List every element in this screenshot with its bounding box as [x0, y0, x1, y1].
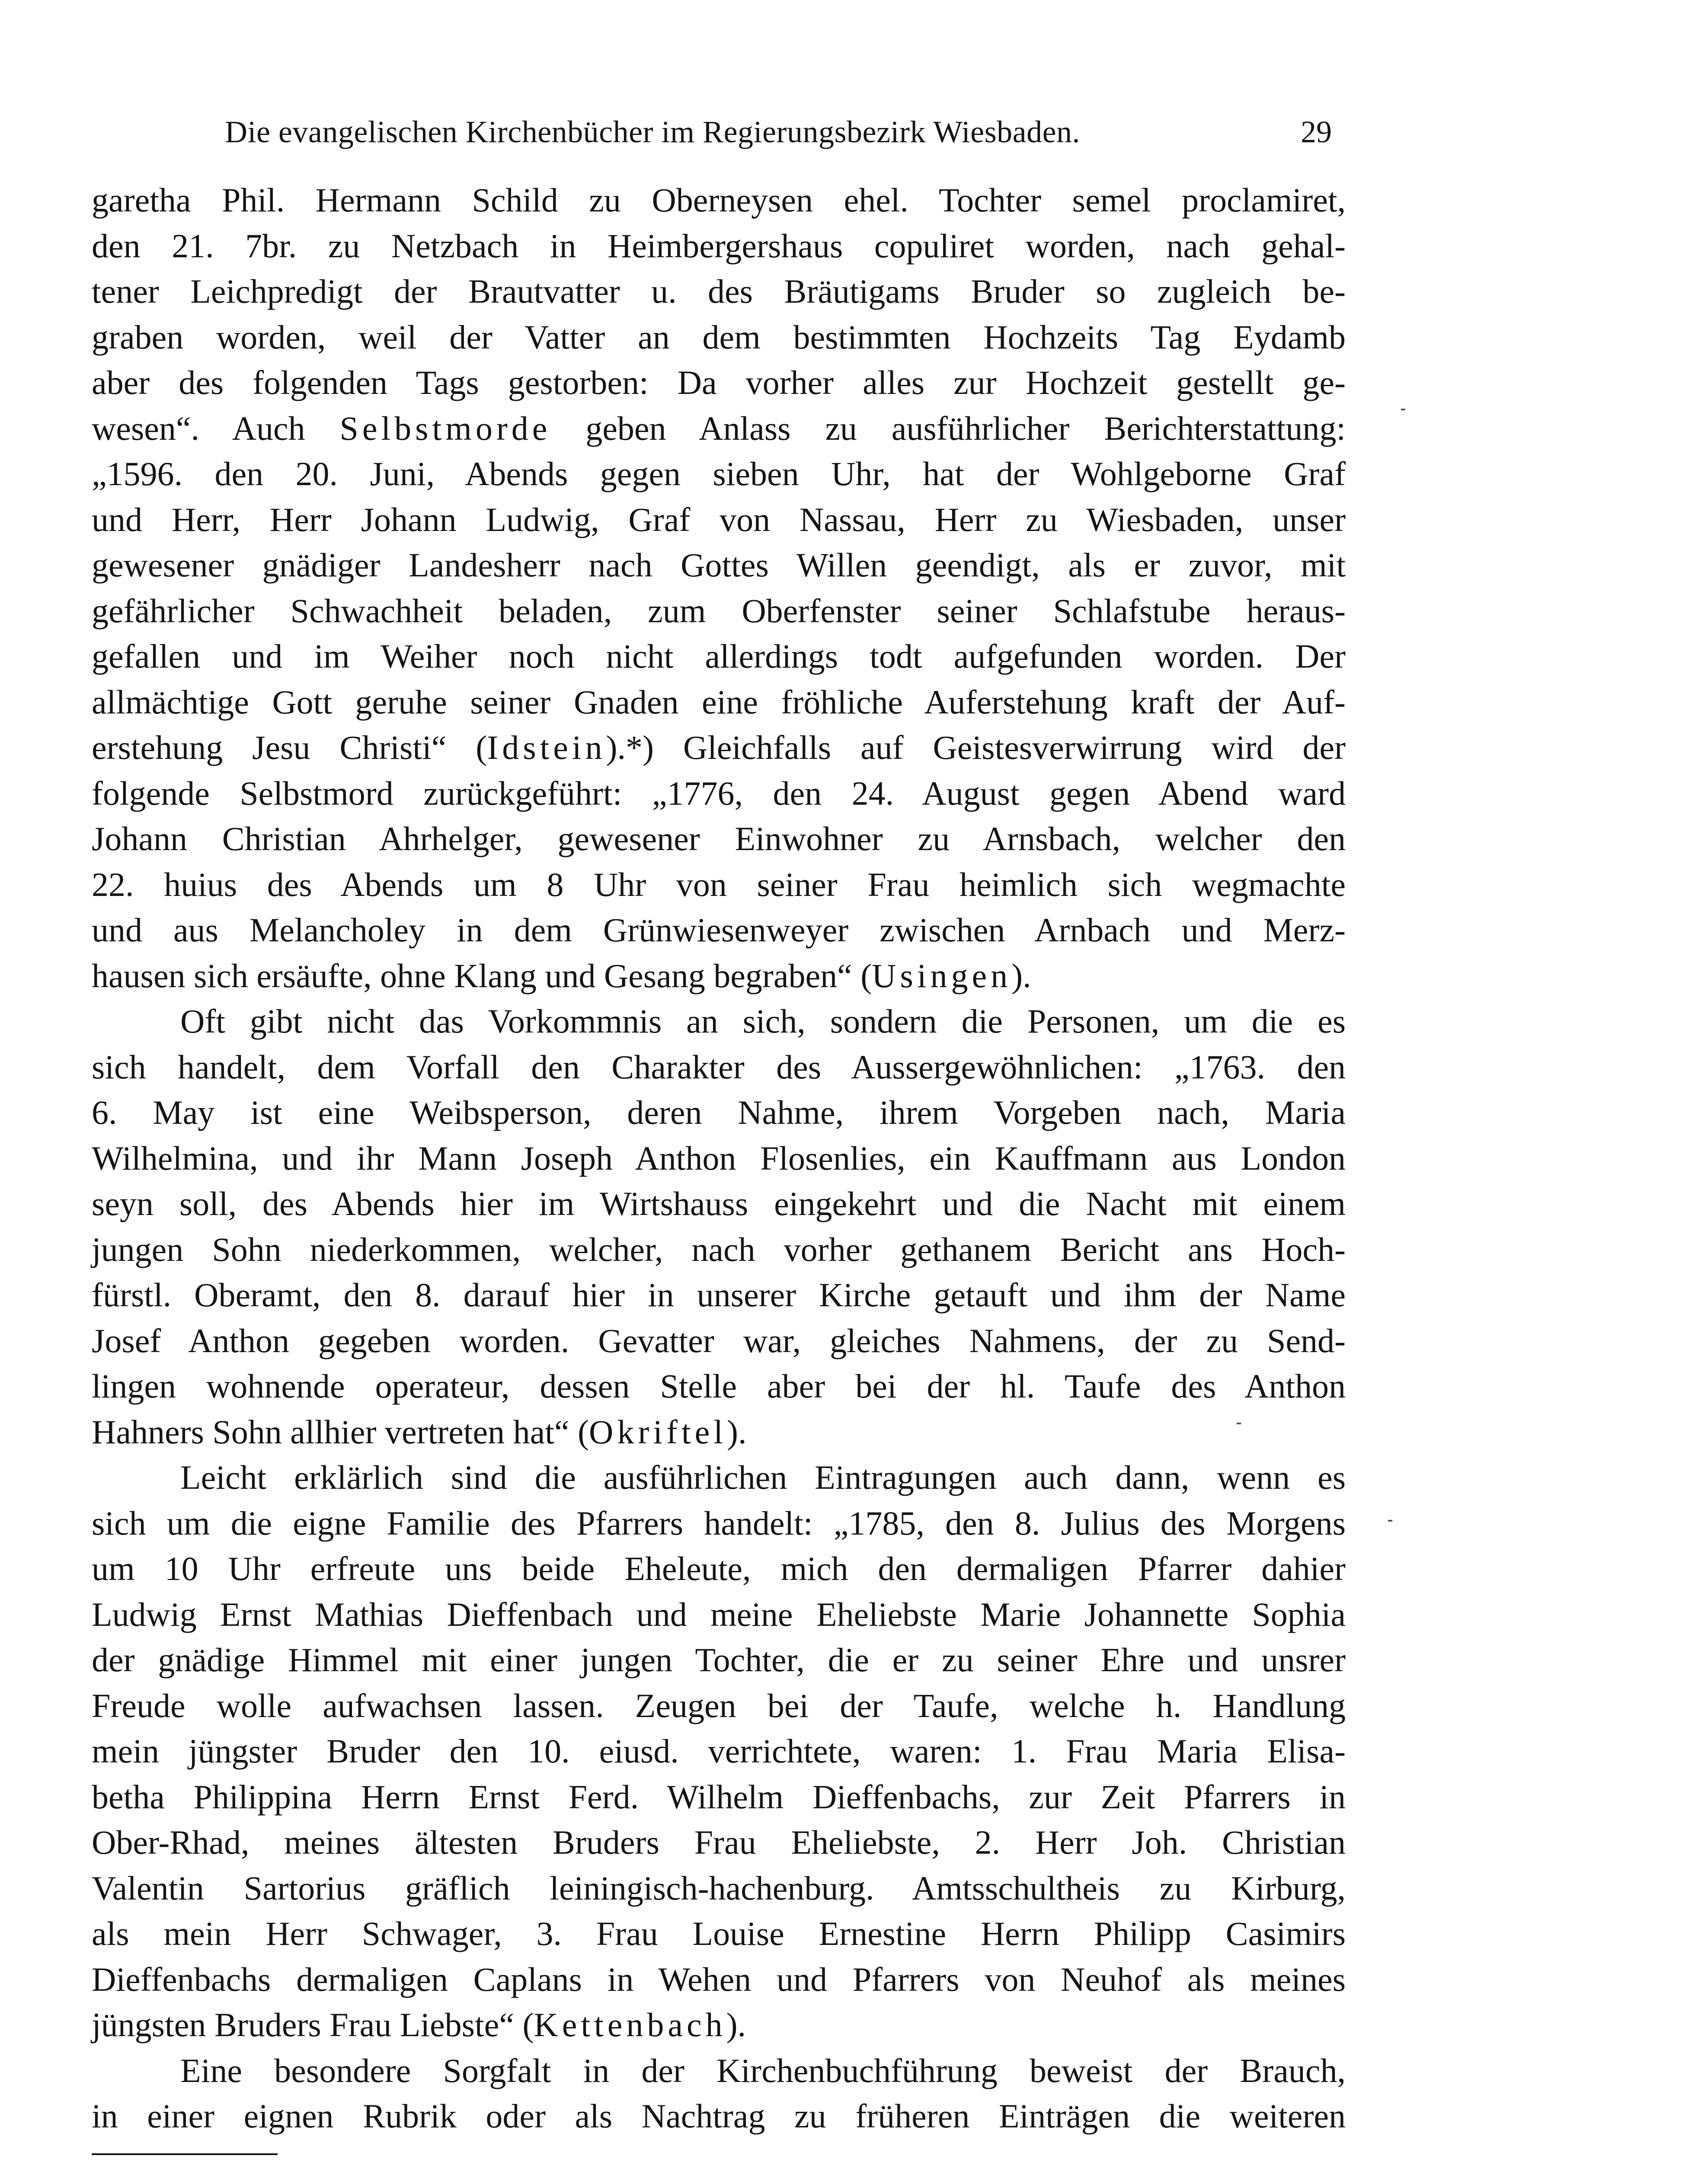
text-line: folgende Selbstmord zurückgeführt: „1776, den 24. August gegen Abend ward — [92, 774, 1346, 812]
scan-speck — [1401, 409, 1405, 410]
text-line: gewesener gnädiger Landesherr nach Gottes Willen geendigt, als er zuvor, mit — [92, 546, 1346, 584]
footnote-divider — [92, 2153, 278, 2155]
text-run: erstehung Jesu Christi“ ( — [92, 729, 487, 766]
spaced-emphasis: Okriftel — [589, 1413, 727, 1451]
text-run: geben Anlass zu ausführlicher Berichterstattung: — [551, 409, 1346, 447]
text-run: ). — [726, 2006, 746, 2044]
text-line: gefallen und im Weiher noch nicht allerdings todt aufgefunden worden. Der — [92, 637, 1346, 675]
text-line: lingen wohnende operateur, dessen Stelle aber bei der hl. Taufe des Anthon — [92, 1367, 1346, 1405]
text-line: Oft gibt nicht das Vorkommnis an sich, sondern die Personen, um die es — [180, 1002, 1346, 1040]
spaced-emphasis: Idstein — [487, 729, 606, 766]
text-line — [92, 406, 1346, 451]
page-header — [225, 108, 1332, 156]
text-line: Johann Christian Ahrhelger, gewesener Einwohner zu Arnsbach, welcher den — [92, 820, 1346, 857]
text-line: betha Philippina Herrn Ernst Ferd. Wilhelm Dieffenbachs, zur Zeit Pfarrers in — [92, 1778, 1346, 1816]
text-run: Hahners Sohn allhier vertreten hat“ ( — [92, 1413, 589, 1451]
running-head: Die evangelischen Kirchenbücher im Regierungsbezirk Wiesbaden. — [225, 115, 1081, 149]
text-line: 22. huius des Abends um 8 Uhr von seiner Frau heimlich sich wegmachte — [92, 865, 1346, 903]
text-run: jüngsten Bruders Frau Liebste“ ( — [92, 2006, 534, 2044]
text-line: Wilhelmina, und ihr Mann Joseph Anthon Flosenlies, ein Kauffmann aus London — [92, 1139, 1346, 1177]
text-line: fürstl. Oberamt, den 8. darauf hier in unserer Kirche getauft und ihm der Name — [92, 1276, 1346, 1314]
text-line: seyn soll, des Abends hier im Wirtshauss eingekehrt und die Nacht mit einem — [92, 1185, 1346, 1222]
text-line — [92, 953, 1346, 999]
text-line: Dieffenbachs dermaligen Caplans in Wehen und Pfarrers von Neuhof als meines — [92, 1960, 1346, 1998]
text-line: jungen Sohn niederkommen, welcher, nach vorher gethanem Bericht ans Hoch- — [92, 1230, 1346, 1268]
text-line: 6. May ist eine Weibsperson, deren Nahme, ihrem Vorgeben nach, Maria — [92, 1094, 1346, 1131]
text-line: sich um die eigne Familie des Pfarrers handelt: „1785, den 8. Julius des Morgens — [92, 1504, 1346, 1542]
text-line: mein jüngster Bruder den 10. eiusd. verrichtete, waren: 1. Frau Maria Elisa- — [92, 1732, 1346, 1770]
text-line: Freude wolle aufwachsen lassen. Zeugen bei der Taufe, welche h. Handlung — [92, 1686, 1346, 1724]
text-line — [92, 725, 1346, 771]
text-line: und aus Melancholey in dem Grünwiesenweyer zwischen Arnbach und Merz- — [92, 911, 1346, 949]
spaced-emphasis: Selbstmorde — [339, 409, 551, 447]
spaced-emphasis: Usingen — [872, 956, 1012, 995]
text-line: tener Leichpredigt der Brautvatter u. des Bräutigams Bruder so zugleich be- — [92, 272, 1346, 310]
text-line: aber des folgenden Tags gestorben: Da vorher alles zur Hochzeit gestellt ge- — [92, 364, 1346, 401]
text-line: gefährlicher Schwachheit beladen, zum Oberfenster seiner Schlafstube heraus- — [92, 592, 1346, 630]
text-run: ). — [726, 1413, 747, 1451]
text-line: der gnädige Himmel mit einer jungen Tochter, die er zu seiner Ehre und unsrer — [92, 1641, 1346, 1679]
text-line: allmächtige Gott geruhe seiner Gnaden eine fröhliche Auferstehung kraft der Auf- — [92, 683, 1346, 721]
text-line: als mein Herr Schwager, 3. Frau Louise Ernestine Herrn Philipp Casimirs — [92, 1915, 1346, 1952]
text-line: Ober-Rhad, meines ältesten Bruders Frau Eheliebste, 2. Herr Joh. Christian — [92, 1823, 1346, 1861]
text-run: hausen sich ersäufte, ohne Klang und Gesang begraben“ ( — [92, 956, 872, 995]
text-line: Valentin Sartorius gräflich leiningisch-hachenburg. Amtsschultheis zu Kirburg, — [92, 1869, 1346, 1907]
text-line: um 10 Uhr erfreute uns beide Eheleute, mich den dermaligen Pfarrer dahier — [92, 1550, 1346, 1587]
page-number: 29 — [1301, 115, 1332, 149]
text-line: garetha Phil. Hermann Schild zu Oberneysen ehel. Tochter semel proclamiret, — [92, 181, 1346, 219]
text-run: ). — [1011, 956, 1031, 995]
text-line — [92, 2002, 1346, 2048]
text-line: „1596. den 20. Juni, Abends gegen sieben Uhr, hat der Wohlgeborne Graf — [92, 455, 1346, 493]
text-line: sich handelt, dem Vorfall den Charakter des Aussergewöhnlichen: „1763. den — [92, 1048, 1346, 1086]
text-line: in einer eignen Rubrik oder als Nachtrag zu früheren Einträgen die weiteren — [92, 2097, 1346, 2135]
text-line: Leicht erklärlich sind die ausführlichen Eintragungen auch dann, wenn es — [180, 1458, 1346, 1496]
text-line: Eine besondere Sorgfalt in der Kirchenbuchführung beweist der Brauch, — [180, 2051, 1346, 2089]
scan-speck — [1388, 1520, 1392, 1522]
text-run: wesen“. Auch — [92, 409, 340, 447]
text-line: Josef Anthon gegeben worden. Gevatter war, gleiches Nahmens, der zu Send- — [92, 1321, 1346, 1359]
spaced-emphasis: Kettenbach — [534, 2006, 726, 2044]
scan-speck — [1237, 1423, 1241, 1424]
text-line — [92, 1409, 1346, 1455]
text-line: graben worden, weil der Vatter an dem bestimmten Hochzeits Tag Eydamb — [92, 318, 1346, 356]
text-line: und Herr, Herr Johann Ludwig, Graf von Nassau, Herr zu Wiesbaden, unser — [92, 500, 1346, 538]
text-line: Ludwig Ernst Mathias Dieffenbach und meine Eheliebste Marie Johannette Sophia — [92, 1595, 1346, 1633]
body-text — [92, 177, 1346, 2139]
text-run: ).*) Gleichfalls auf Geistesverwirrung wird der — [606, 729, 1346, 766]
text-line: den 21. 7br. zu Netzbach in Heimbergershaus copuliret worden, nach gehal- — [92, 227, 1346, 265]
